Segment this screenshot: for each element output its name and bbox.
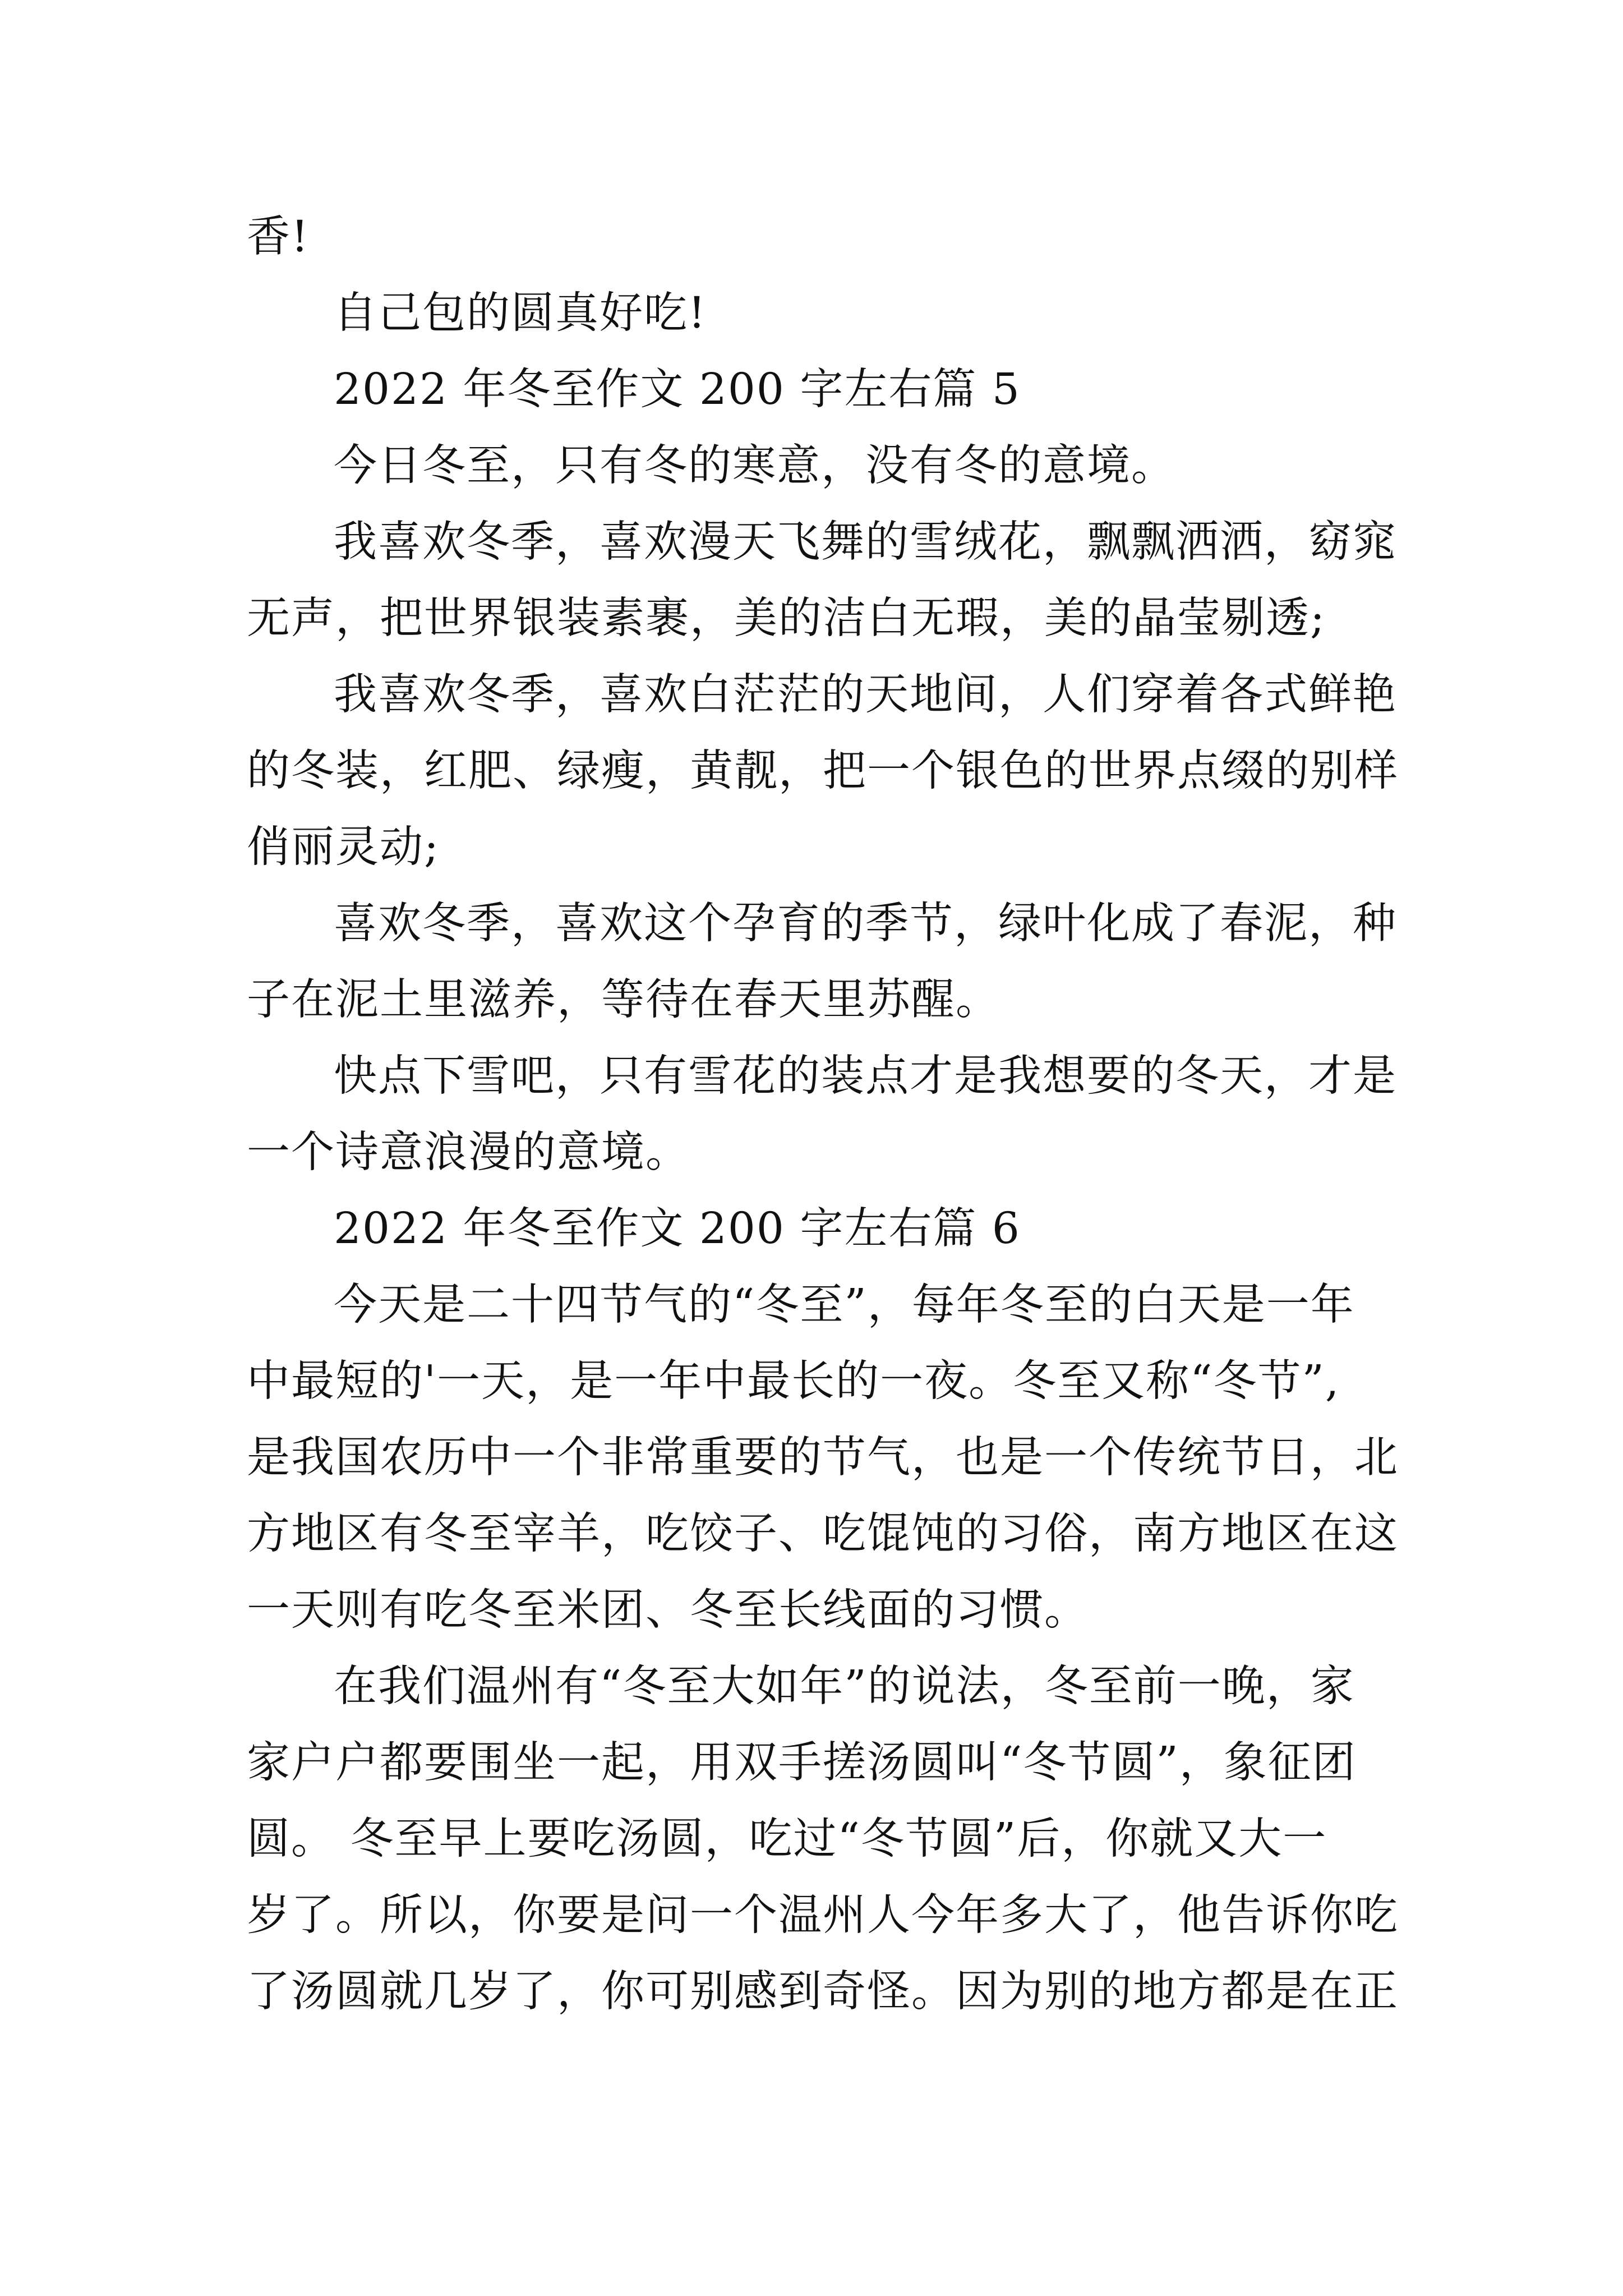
text-line: 我喜欢冬季，喜欢漫天飞舞的雪绒花，飘飘洒洒，窈窕	[334, 517, 1397, 567]
text-line: 中最短的'一天，是一年中最长的一夜。冬至又称“冬节”,	[247, 1356, 1340, 1406]
text-line: 圆。 冬至早上要吃汤圆，吃过“冬节圆”后，你就又大一	[247, 1814, 1327, 1864]
text-line: 一天则有吃冬至米团、冬至长线面的习惯。	[247, 1585, 1089, 1635]
text-line: 俏丽灵动;	[247, 822, 440, 872]
text-line: 今天是二十四节气的“冬至”，每年冬至的白天是一年	[334, 1280, 1355, 1330]
text-line: 自己包的圆真好吃!	[334, 288, 707, 338]
text-line: 岁了。所以，你要是问一个温州人今年多大了，他告诉你吃	[247, 1890, 1399, 1940]
text-line: 家户户都要围坐一起，用双手搓汤圆叫“冬节圆”，象征团	[247, 1738, 1357, 1788]
text-line: 方地区有冬至宰羊，吃饺子、吃馄饨的习俗，南方地区在这	[247, 1509, 1399, 1559]
text-line: 的冬装，红肥、绿瘦，黄靓，把一个银色的世界点缀的别样	[247, 746, 1399, 796]
text-line: 子在泥土里滋养，等待在春天里苏醒。	[247, 975, 1000, 1025]
text-line: 是我国农历中一个非常重要的节气，也是一个传统节日，北	[247, 1433, 1399, 1483]
text-line: 快点下雪吧，只有雪花的装点才是我想要的冬天，才是	[334, 1051, 1397, 1101]
text-line: 今日冬至，只有冬的寒意，没有冬的意境。	[334, 441, 1175, 491]
text-line: 了汤圆就几岁了，你可别感到奇怪。因为别的地方都是在正	[247, 1967, 1399, 2017]
text-line: 无声，把世界银装素裹，美的洁白无瑕，美的晶莹剔透;	[247, 593, 1326, 643]
text-line: 2022 年冬至作文 200 字左右篇 5	[334, 365, 1021, 415]
text-line: 香!	[247, 212, 310, 262]
document-body	[247, 199, 1399, 2030]
text-line: 我喜欢冬季，喜欢白茫茫的天地间，人们穿着各式鲜艳	[334, 670, 1397, 720]
text-line: 一个诗意浪漫的意境。	[247, 1128, 690, 1177]
text-line: 喜欢冬季，喜欢这个孕育的季节，绿叶化成了春泥，种	[334, 899, 1397, 949]
text-line: 在我们温州有“冬至大如年”的说法，冬至前一晚，家	[334, 1662, 1355, 1711]
text-line: 2022 年冬至作文 200 字左右篇 6	[334, 1204, 1021, 1254]
